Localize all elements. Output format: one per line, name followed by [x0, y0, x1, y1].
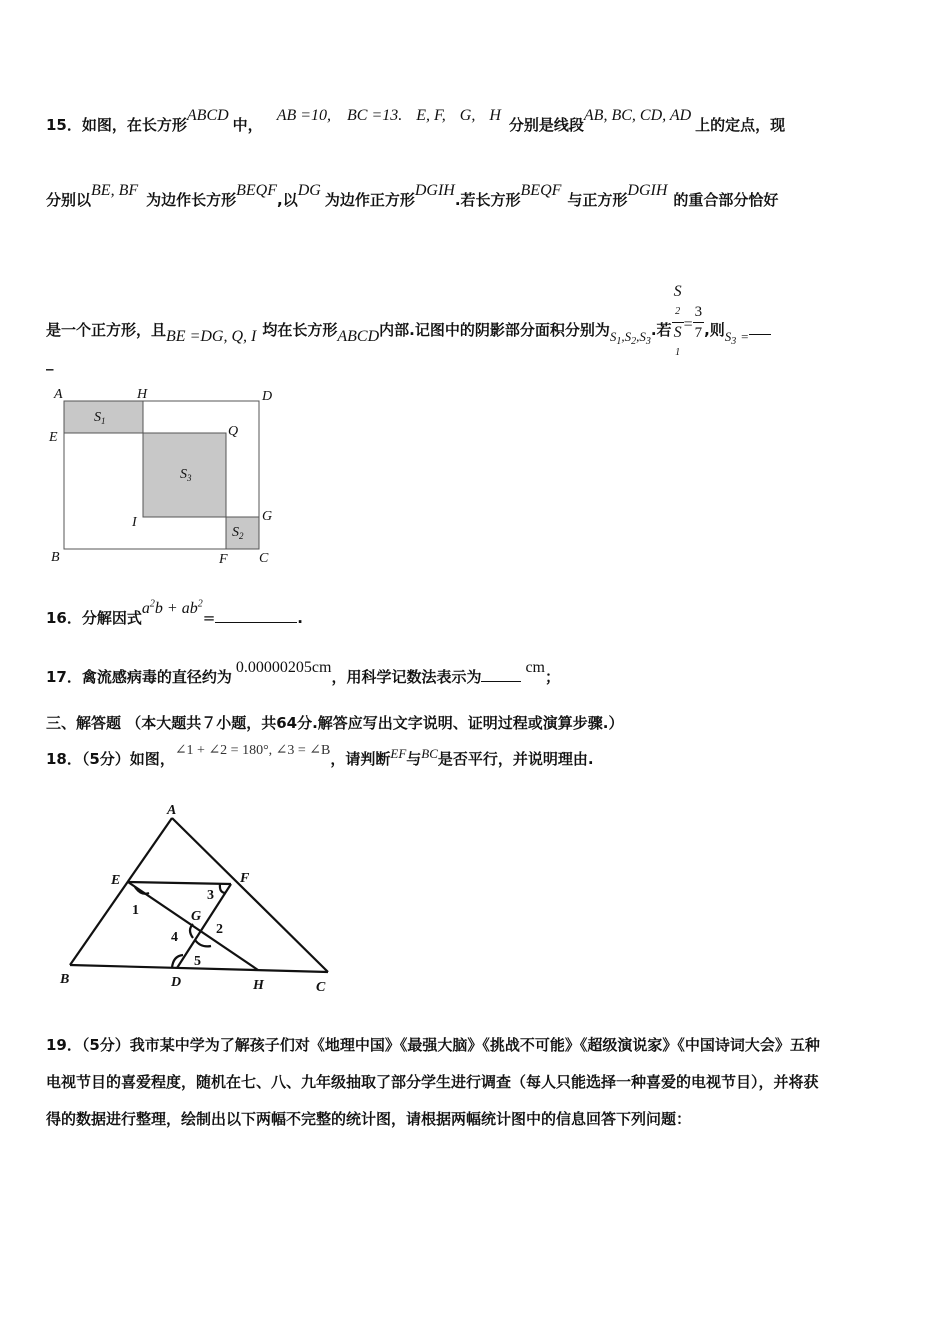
q15-text: .若: [650, 321, 672, 339]
math-ef: E, F,: [416, 107, 446, 124]
math-dgih: DGIH: [627, 182, 668, 199]
label-f: F: [219, 552, 228, 567]
label-d: D: [262, 389, 273, 404]
math-abcd: ABCD: [337, 328, 380, 345]
q16-text: 分解因式: [81, 609, 142, 627]
label-b: B: [51, 550, 60, 565]
label-c: C: [316, 980, 326, 995]
q17-text: ，用科学记数法表示为: [331, 668, 482, 686]
q15-text: 内部.记图中的阴影部分面积分别为: [379, 321, 610, 339]
q18-line: [46, 743, 594, 769]
q18-text: （5分）如图，: [81, 750, 175, 768]
q15-text: 分别是线段: [508, 116, 584, 134]
q18-condition: ∠1 + ∠2 = 180°, ∠3 = ∠B: [174, 743, 331, 758]
q19-line2: 电视节目的喜爱程度，随机在七、八、九年级抽取了部分学生进行调查（每人只能选择一种喜爱的电视节目），并将获: [46, 1073, 819, 1091]
math-s3-answer: $S_3$ =: [724, 329, 750, 347]
label-e: E: [111, 873, 121, 888]
q15-line2: [46, 182, 779, 210]
q15-text: 如图，在长方形: [81, 116, 187, 134]
q18-number: 18．: [46, 750, 82, 768]
q15-text: 是一个正方形，且: [46, 321, 167, 339]
q17-unit: cm: [525, 659, 545, 676]
math-beqf: BEQF: [520, 182, 562, 199]
fraction-s2-s1: S 2 S 1: [673, 283, 682, 358]
label-s1: $S_1$: [94, 410, 106, 426]
angle-2-arc: [195, 940, 211, 946]
angle-label-4: 4: [171, 930, 178, 945]
q17-text: 禽流感病毒的直径约为: [81, 668, 232, 686]
label-q: Q: [228, 424, 239, 439]
angle-4-arc: [190, 924, 193, 938]
answer-blank: [749, 334, 771, 335]
q15-line3: [46, 283, 771, 371]
answer-blank: [215, 622, 297, 623]
math-bc: BC =13.: [347, 107, 403, 124]
q18-text: ，请判断: [330, 750, 391, 768]
equals-sign: =: [202, 609, 216, 627]
q15-text: .若长方形: [454, 191, 521, 209]
label-a: A: [167, 803, 177, 818]
q17-end: ；: [545, 668, 561, 686]
fraction-3-7: $\frac{3}{7}$: [694, 304, 703, 341]
angle-label-1: 1: [132, 903, 139, 918]
math-abcd: ABCD: [186, 107, 229, 124]
math-be-bf: BE, BF: [91, 182, 139, 199]
q15-text: ,以: [277, 191, 298, 209]
math-segments: AB, BC, CD, AD: [583, 107, 692, 124]
label-a: A: [54, 387, 63, 402]
label-c: C: [259, 551, 269, 566]
q15-text: 上的定点，现: [695, 116, 786, 134]
label-d: D: [171, 975, 182, 990]
q15-text: 分别以: [46, 191, 92, 209]
q15-number: 15．: [46, 116, 82, 134]
q15-text: 为边作正方形: [324, 191, 415, 209]
angle-label-5: 5: [194, 954, 201, 969]
q16-number: 16．: [46, 609, 82, 627]
math-dgih: DGIH: [414, 182, 455, 199]
equals-sign: =: [683, 316, 693, 333]
q15-text: 均在长方形: [262, 321, 338, 339]
q17-value: 0.00000205cm: [235, 659, 332, 676]
q15-text: 的重合部分恰好: [673, 191, 779, 209]
math-condition: BE =DG, Q, I: [166, 328, 257, 345]
q15-text: 为边作长方形: [146, 191, 237, 209]
angle-label-3: 3: [207, 888, 214, 903]
label-f: F: [240, 871, 250, 886]
label-g: G: [191, 909, 202, 924]
math-ef: EF: [390, 746, 407, 761]
label-h: H: [253, 978, 264, 993]
q18-figure: [55, 800, 345, 1000]
math-g: G,: [459, 107, 476, 124]
q15-figure: [46, 383, 286, 573]
math-ab: AB =10,: [276, 107, 332, 124]
q18-text: 是否平行，并说明理由.: [437, 750, 594, 768]
segment-eh: [128, 882, 258, 970]
label-i: I: [132, 515, 137, 530]
angle-label-2: 2: [216, 922, 223, 937]
label-g: G: [262, 509, 273, 524]
q18-text: 与: [406, 750, 422, 768]
side-ab: [70, 818, 172, 965]
q16-end: .: [297, 609, 303, 627]
math-beqf: BEQF: [236, 182, 277, 199]
label-b: B: [60, 972, 70, 987]
section-3-header: 三、解答题 （本大题共７小题，共64分.解答应写出文字说明、证明过程或演算步骤.）: [46, 714, 624, 732]
q17-number: 17．: [46, 668, 82, 686]
q19-line1: 19．（5分）我市某中学为了解孩子们对《地理中国》《最强大脑》《挑战不可能》《超级演说家》《中国诗词大会》五种: [46, 1036, 820, 1054]
q15-text: 中，: [232, 116, 263, 134]
q15-line4: _: [46, 353, 54, 371]
q15-text: 与正方形: [567, 191, 628, 209]
q15-text: ,则: [704, 321, 725, 339]
side-ac: [172, 818, 328, 972]
q19-line3: 得的数据进行整理，绘制出以下两幅不完整的统计图，请根据两幅统计图中的信息回答下列问题：: [46, 1110, 692, 1128]
math-h: H: [489, 107, 501, 124]
label-s2: $S_2$: [232, 525, 244, 541]
label-e: E: [49, 430, 58, 445]
math-dg: DG: [297, 182, 321, 199]
q16-line: [46, 598, 303, 628]
math-s-list: $S_1,S_2,S_3$: [609, 329, 651, 347]
math-bc: BC: [421, 746, 438, 761]
label-s3: $S_3$: [180, 467, 192, 483]
answer-blank: [481, 681, 521, 682]
q15-line1: [46, 107, 786, 135]
q17-line: [46, 659, 561, 687]
q16-expression: $a^2b + ab^2$: [141, 598, 203, 617]
label-h: H: [137, 387, 148, 402]
segment-ef: [128, 882, 231, 884]
